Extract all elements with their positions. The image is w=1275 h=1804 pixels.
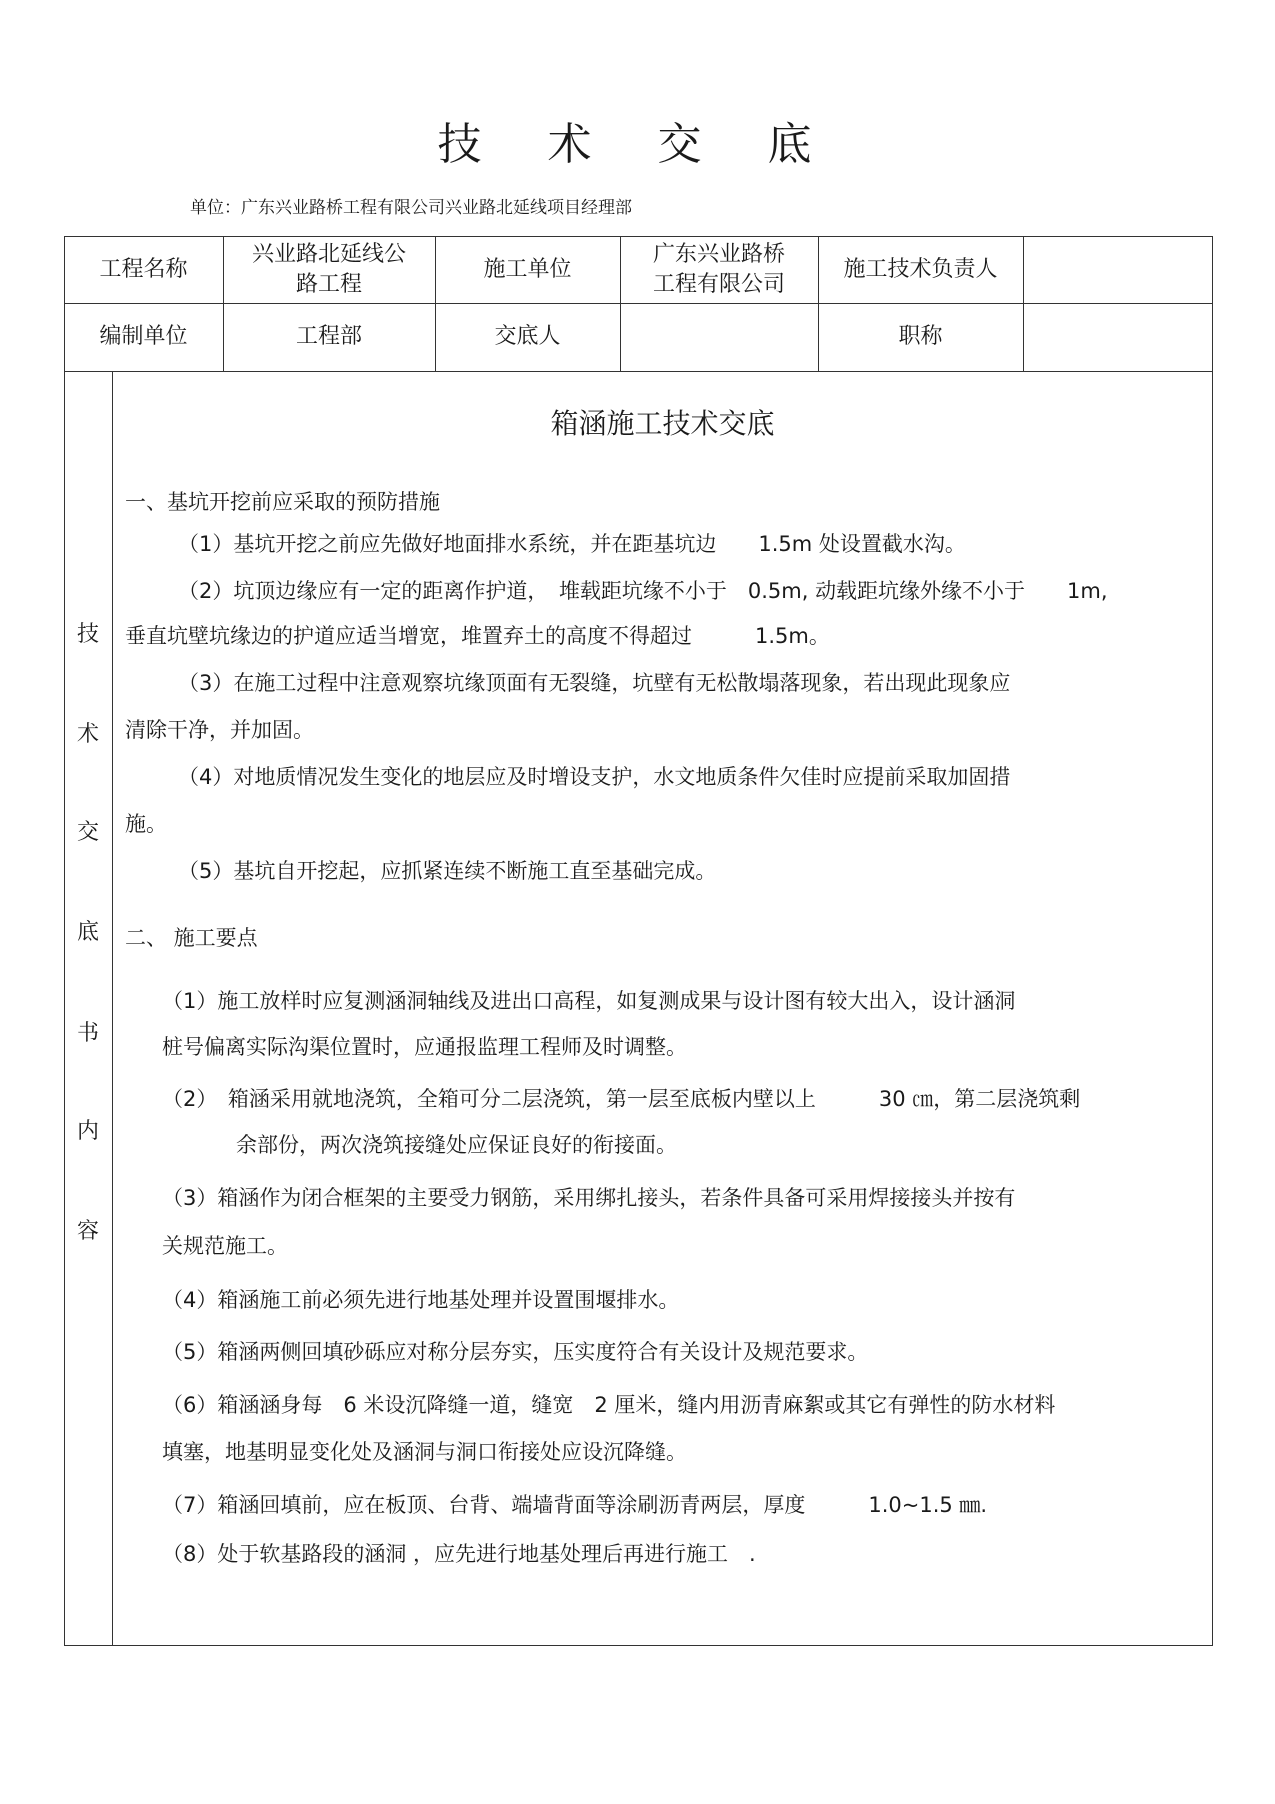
side-char: 术 (76, 722, 99, 747)
construction-unit-line1: 广东兴业路桥 (652, 241, 785, 267)
section2-line: （3）箱涵作为闭合框架的主要受力钢筋，采用绑扎接头，若条件具备可采用焊接接头并按有 (162, 1186, 1016, 1210)
section-heading: 一、基坑开挖前应采取的预防措施 (125, 490, 440, 514)
side-char: 内 (76, 1119, 99, 1144)
section2-line: 关规范施工。 (162, 1234, 288, 1258)
section1-line: 清除干净，并加固。 (125, 718, 314, 742)
tech-lead-value (1023, 236, 1212, 303)
tech-lead-label: 施工技术负责人 (843, 256, 998, 282)
presenter-label: 交底人 (494, 324, 561, 349)
construction-unit-line2: 工程有限公司 (652, 271, 785, 297)
compiler-label: 编制单位 (99, 324, 188, 349)
section-heading: 二、 施工要点 (125, 926, 258, 950)
construction-unit-value (620, 236, 818, 303)
side-char: 书 (76, 1021, 99, 1046)
project-name-line2: 路工程 (295, 271, 362, 297)
project-name-label: 工程名称 (99, 256, 188, 282)
content-subtitle: 箱涵施工技术交底 (550, 407, 775, 440)
side-label (64, 372, 112, 1646)
job-title-value (1023, 303, 1212, 371)
section1-line: （1）基坑开挖之前应先做好地面排水系统，并在距基坑边 1.5m 处设置截水沟。 (178, 532, 966, 556)
section1-line: （4）对地质情况发生变化的地层应及时增设支护，水文地质条件欠佳时应提前采取加固措 (178, 765, 1011, 789)
project-name-line1: 兴业路北延线公 (251, 241, 406, 267)
section1-line: 垂直坑壁坑缘边的护道应适当增宽，堆置弃土的高度不得超过 1.5m。 (125, 624, 830, 648)
section2-line: 桩号偏离实际沟渠位置时，应通报监理工程师及时调整。 (162, 1035, 687, 1059)
construction-unit-label: 施工单位 (483, 256, 572, 282)
section2-line: （4）箱涵施工前必须先进行地基处理并设置围堰排水。 (162, 1288, 680, 1312)
compiler-value: 工程部 (295, 324, 362, 349)
side-char: 容 (76, 1219, 99, 1244)
section2-line: （1）施工放样时应复测涵洞轴线及进出口高程，如复测成果与设计图有较大出入，设计涵洞 (162, 989, 1016, 1013)
disclosure-content (112, 372, 1213, 1646)
disclosure-form (64, 236, 1213, 1646)
section2-line: （7）箱涵回填前，应在板顶、台背、端墙背面等涂刷沥青两层，厚度 1.0~1.5 ㎜. (162, 1493, 988, 1517)
section2-line: （6）箱涵涵身每 6 米设沉降缝一道，缝宽 2 厘米，缝内用沥青麻絮或其它有弹性的防水材料 (162, 1393, 1056, 1417)
project-name-value (223, 236, 435, 303)
section2-line: 余部份，两次浇筑接缝处应保证良好的衔接面。 (236, 1133, 677, 1157)
side-char: 技 (76, 622, 99, 647)
section2-line: （2） 箱涵采用就地浇筑，全箱可分二层浇筑，第一层至底板内壁以上 30 ㎝，第二层浇筑剩 (162, 1087, 1081, 1111)
section2-line: （5）箱涵两侧回填砂砾应对称分层夯实，压实度符合有关设计及规范要求。 (162, 1340, 869, 1364)
section1-line: （2）坑顶边缘应有一定的距离作护道， 堆载距坑缘不小于 0.5m, 动载距坑缘外缘不小于 1m, (178, 579, 1108, 603)
presenter-value (620, 303, 818, 371)
job-title-label: 职称 (898, 324, 943, 349)
unit-line: 单位：广东兴业路桥工程有限公司兴业路北延线项目经理部 (190, 198, 632, 218)
section2-line: （8）处于软基路段的涵洞 ，应先进行地基处理后再进行施工 . (162, 1542, 756, 1566)
section1-line: （3）在施工过程中注意观察坑缘顶面有无裂缝，坑壁有无松散塌落现象，若出现此现象应 (178, 671, 1011, 695)
section1-line: 施。 (125, 812, 167, 836)
document-title: 技 术 交 底 (437, 119, 838, 170)
side-char: 底 (76, 920, 99, 945)
side-char: 交 (76, 820, 99, 845)
section2-line: 填塞，地基明显变化处及涵洞与洞口衔接处应设沉降缝。 (162, 1440, 687, 1464)
section1-line: （5）基坑自开挖起，应抓紧连续不断施工直至基础完成。 (178, 859, 717, 883)
